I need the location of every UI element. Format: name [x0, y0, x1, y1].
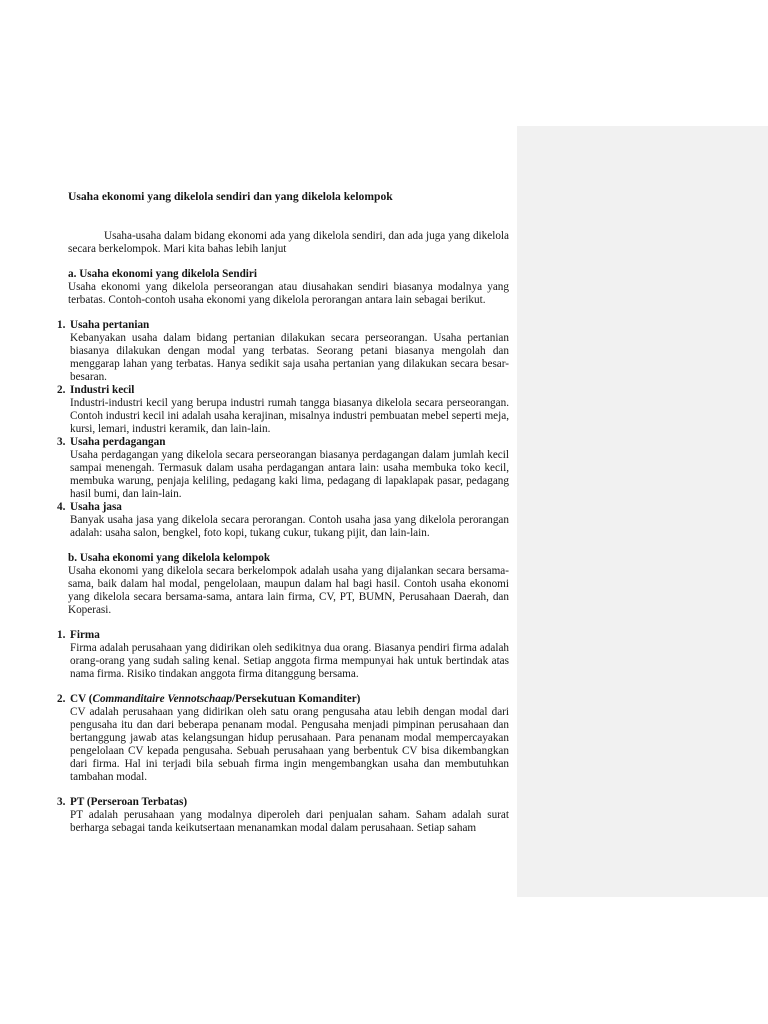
item-body: PT adalah perusahaan yang modalnya diperoleh dari penjualan saham. Saham adalah surat berharga sebagai tanda keikutsertaan menanamkan modal dalam perusahaan. Setiap saham [70, 809, 509, 834]
item-body: Industri-industri kecil yang berupa industri rumah tangga biasanya dikelola secara perseorangan. Contoh industri kecil ini adalah usaha kerajinan, misalnya industri pembuatan mebel seperti meja, kursi, lemari, industri keramik, dan lain-lain. [70, 397, 509, 435]
list-item-usaha-pertanian [57, 319, 509, 384]
list-item-usaha-jasa [57, 501, 509, 540]
individual-business-list [57, 319, 509, 540]
list-item-cv [57, 693, 509, 784]
list-item-pt [57, 796, 509, 835]
item-body: Firma adalah perusahaan yang didirikan oleh sedikitnya dua orang. Biasanya pendiri firma adalah orang-orang yang sudah saling kenal. Setiap anggota firma mempunyai hak untuk bertindak atas nama firma. Risiko tindakan anggota firma ditanggung bersama. [70, 642, 509, 680]
item-number: 1. [57, 629, 66, 641]
item-title: PT (Perseroan Terbatas) [70, 796, 188, 808]
section-a-heading: a. Usaha ekonomi yang dikelola Sendiri [68, 268, 257, 280]
item-body: CV adalah perusahaan yang didirikan oleh satu orang pengusaha atau lebih dengan modal dari pengusaha itu dan dari beberapa penanam modal. Pengusaha menjadi pimpinan perusahaan dan bertanggung jawab atas kelangsungan hidup perusahaan. Para penanam modal mempercayakan pengelolaan CV kepada pengusaha. Sebuah perusahaan yang berbentuk CV bisa dikembangkan dari firma. Hal ini terjadi bila sebuah firma ingin mengembangkan usaha dan membutuhkan tambahan modal. [70, 706, 509, 783]
item-number: 2. [57, 384, 66, 396]
item-number: 3. [57, 436, 66, 448]
item-number: 4. [57, 501, 66, 513]
item-title: CV (Commanditaire Vennotschaap/Persekutuan Komanditer) [70, 693, 361, 705]
group-business-list [57, 629, 509, 835]
item-number: 1. [57, 319, 66, 331]
item-number: 2. [57, 693, 66, 705]
document-title: Usaha ekonomi yang dikelola sendiri dan yang dikelola kelompok [68, 190, 393, 203]
item-number: 3. [57, 796, 66, 808]
section-b-heading: b. Usaha ekonomi yang dikelola kelompok [68, 552, 271, 564]
item-body: Kebanyakan usaha dalam bidang pertanian dilakukan secara perseorangan. Usaha pertanian biasanya dilakukan dengan modal yang terbatas. Seorang petani biasanya mengolah dan menggarap lahan yang terbatas. Hanya sedikit saja usaha pertanian yang dilakukan secara besar-besaran. [70, 332, 509, 383]
item-body: Usaha perdagangan yang dikelola secara perseorangan biasanya perdagangan dalam jumlah kecil sampai menengah. Termasuk dalam usaha perdagangan antara lain: usaha membuka toko kecil, membuka warung, penjaja keliling, pedagang kaki lima, pedagang di lapaklapak pasar, pedagang hasil bumi, dan lain-lain. [70, 449, 509, 500]
item-body: Banyak usaha jasa yang dikelola secara perorangan. Contoh usaha jasa yang dikelola perorangan adalah: usaha salon, bengkel, foto kopi, tukang cukur, tukang pijit, dan lain-lain. [70, 514, 509, 539]
list-item-industri-kecil [57, 384, 509, 436]
item-title: Firma [70, 629, 100, 641]
item-title: Usaha perdagangan [70, 436, 166, 448]
viewer-background-panel [517, 126, 768, 897]
list-item-firma [57, 629, 509, 681]
section-a-body: Usaha ekonomi yang dikelola perseorangan atau diusahakan sendiri biasanya modalnya yang terbatas. Contoh-contoh usaha ekonomi yang dikelola perorangan antara lain sebagai berikut. [68, 281, 509, 306]
document-page [57, 190, 509, 835]
item-title: Industri kecil [70, 384, 135, 396]
intro-paragraph: Usaha-usaha dalam bidang ekonomi ada yang dikelola sendiri, dan ada juga yang dikelola secara berkelompok. Mari kita bahas lebih lanjut [68, 230, 509, 255]
section-b-body: Usaha ekonomi yang dikelola secara berkelompok adalah usaha yang dijalankan secara bersama-sama, baik dalam hal modal, pengelolaan, maupun dalam hal bagi hasil. Contoh usaha ekonomi yang dikelola secara bersama-sama, antara lain firma, CV, PT, BUMN, Perusahaan Daerah, dan Koperasi. [68, 565, 509, 616]
list-item-usaha-perdagangan [57, 436, 509, 501]
item-title: Usaha pertanian [70, 319, 150, 331]
item-title: Usaha jasa [70, 501, 122, 513]
